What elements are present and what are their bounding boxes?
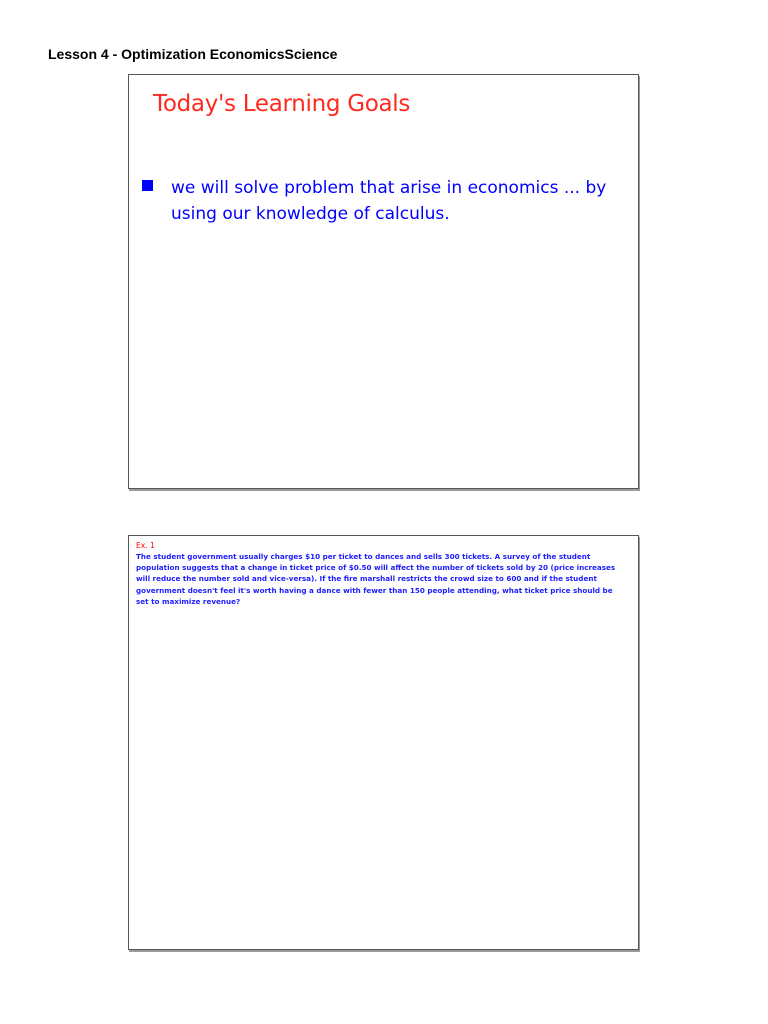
document-header: Lesson 4 - Optimization EconomicsScience — [48, 46, 338, 62]
bullet-text: we will solve problem that arise in economics ... by using our knowledge of calculus. — [171, 178, 607, 224]
slide-title: Today's Learning Goals — [153, 91, 411, 117]
slide-learning-goals — [128, 74, 639, 489]
example-label: Ex. 1 — [136, 541, 155, 550]
example-problem-text: The student government usually charges $10 per ticket to dances and sells 300 tickets. A survey of the student population suggests that a change in ticket price of $0.50 will affect the number of tickets sold by 20 (price increases will reduce the number sold and vice-versa). If the fire marshall restricts the crowd size to 600 and if the student government doesn't feel it's worth having a dance with fewer than 150 people attending, what ticket price should be set to maximize revenue? — [136, 552, 616, 606]
square-bullet-icon — [142, 180, 153, 191]
slide-example-1 — [128, 535, 639, 950]
